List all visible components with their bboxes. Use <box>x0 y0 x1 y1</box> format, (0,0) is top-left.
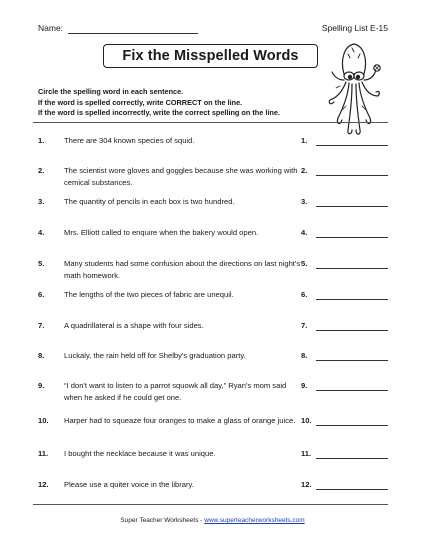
answer-line[interactable] <box>316 175 388 176</box>
answer-number: 6. <box>301 290 308 299</box>
answer-number: 7. <box>301 321 308 330</box>
answer-number: 9. <box>301 381 308 390</box>
question-sentence: “I don't want to listen to a parrot squowk all day,” Ryan's mom said when he asked if he could get one. <box>64 381 287 402</box>
question-sentence: Please use a quiter voice in the library. <box>64 480 194 489</box>
answer-number: 10. <box>301 416 312 425</box>
question-sentence: There are 304 known species of squid. <box>64 136 195 145</box>
answer-line[interactable] <box>316 360 388 361</box>
page-footer <box>0 517 425 524</box>
question-number: 7. <box>38 321 45 330</box>
spelling-list-label: Spelling List E-15 <box>321 23 388 33</box>
name-label: Name: <box>38 23 64 33</box>
answer-line[interactable] <box>316 330 388 331</box>
footer-brand: Super Teacher Worksheets <box>120 517 199 524</box>
answer-line[interactable] <box>316 206 388 207</box>
name-answer-line[interactable] <box>68 33 198 34</box>
answer-line[interactable] <box>316 145 388 146</box>
question-number: 1. <box>38 136 45 145</box>
answer-number: 11. <box>301 449 312 458</box>
question-sentence: I bought the necklace because it was unique. <box>64 449 216 458</box>
question-number: 11. <box>38 449 49 458</box>
answer-line[interactable] <box>316 425 388 426</box>
question-sentence: A quadrillateral is a shape with four sides. <box>64 321 204 330</box>
answer-number: 3. <box>301 197 308 206</box>
question-number: 9. <box>38 381 45 390</box>
answer-number: 2. <box>301 166 308 175</box>
instructions <box>38 87 358 119</box>
answer-number: 1. <box>301 136 308 145</box>
question-number: 4. <box>38 228 45 237</box>
instruction-line: If the word is spelled incorrectly, write the correct spelling on the line. <box>38 108 280 118</box>
worksheet-title: Fix the Misspelled Words <box>103 44 318 68</box>
question-sentence: Mrs. Elliott called to enquire when the bakery would open. <box>64 228 259 237</box>
answer-line[interactable] <box>316 489 388 490</box>
answer-line[interactable] <box>316 390 388 391</box>
question-number: 12. <box>38 480 49 489</box>
answer-line[interactable] <box>316 268 388 269</box>
instruction-line: Circle the spelling word in each sentence. <box>38 87 184 96</box>
question-sentence: The quantity of pencils in each box is two hundred. <box>64 197 235 206</box>
answer-number: 12. <box>301 480 312 489</box>
answer-number: 4. <box>301 228 308 237</box>
question-number: 6. <box>38 290 45 299</box>
question-sentence: Many students had some confusion about the directions on last night's math homework. <box>64 259 301 280</box>
answer-number: 5. <box>301 259 308 268</box>
question-number: 5. <box>38 259 45 268</box>
question-sentence: Harper had to squeaze four oranges to make a glass of orange juice. <box>64 416 296 425</box>
top-divider <box>33 122 388 123</box>
question-number: 3. <box>38 197 45 206</box>
footer-separator: - <box>200 517 203 524</box>
bottom-divider <box>33 504 388 505</box>
answer-line[interactable] <box>316 458 388 459</box>
worksheet-header <box>38 23 388 37</box>
answer-number: 8. <box>301 351 308 360</box>
question-sentence: The scientist wore gloves and goggles because she was working with cemical substances. <box>64 166 298 187</box>
footer-website-link[interactable]: www.superteacherworksheets.com <box>204 517 305 524</box>
instruction-line: If the word is spelled correctly, write CORRECT on the line. <box>38 97 243 107</box>
question-sentence: Luckaly, the rain held off for Shelby's graduation party. <box>64 351 246 360</box>
question-number: 10. <box>38 416 49 425</box>
answer-line[interactable] <box>316 237 388 238</box>
question-number: 2. <box>38 166 45 175</box>
question-number: 8. <box>38 351 45 360</box>
answer-line[interactable] <box>316 299 388 300</box>
question-sentence: The lengths of the two pieces of fabric are unequil. <box>64 290 234 299</box>
